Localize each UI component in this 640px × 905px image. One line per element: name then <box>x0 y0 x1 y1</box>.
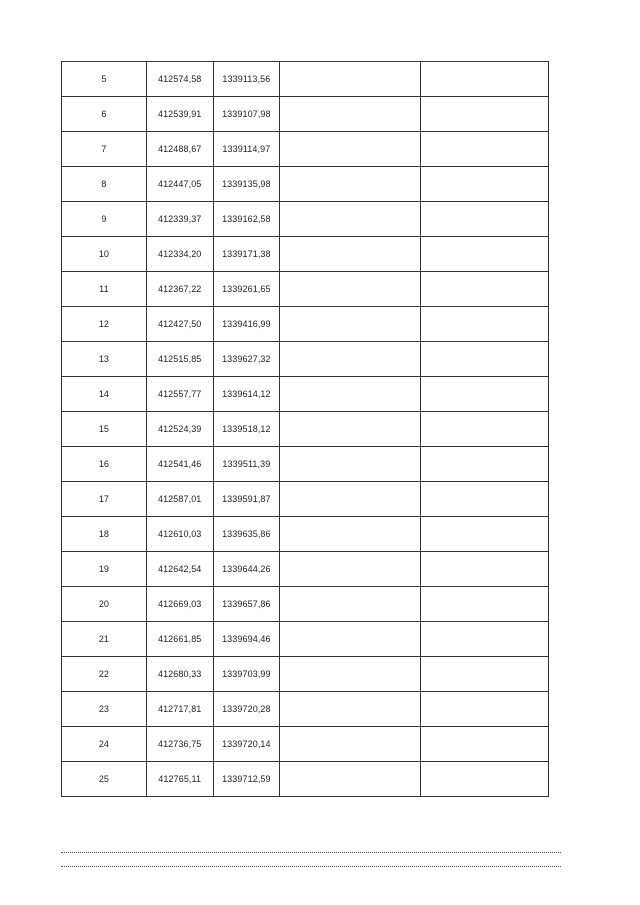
point-number-cell: 16 <box>62 447 147 482</box>
point-number-cell: 10 <box>62 237 147 272</box>
point-number-cell: 21 <box>62 622 147 657</box>
empty-cell <box>280 482 420 517</box>
point-number-cell: 8 <box>62 167 147 202</box>
empty-cell <box>420 167 548 202</box>
empty-cell <box>420 202 548 237</box>
table-row <box>62 727 549 762</box>
empty-cell <box>280 132 420 167</box>
point-number-cell: 11 <box>62 272 147 307</box>
table-row <box>62 622 549 657</box>
table-row <box>62 692 549 727</box>
table-row <box>62 62 549 97</box>
point-number-cell: 7 <box>62 132 147 167</box>
coordinates-table-body <box>62 62 549 797</box>
table-row <box>62 447 549 482</box>
empty-cell <box>280 97 420 132</box>
y-coordinate-cell: 1339114,97 <box>213 132 280 167</box>
y-coordinate-cell: 1339113,56 <box>213 62 280 97</box>
empty-cell <box>280 237 420 272</box>
y-coordinate-cell: 1339518,12 <box>213 412 280 447</box>
empty-cell <box>420 62 548 97</box>
x-coordinate-cell: 412339,37 <box>146 202 213 237</box>
empty-cell <box>280 657 420 692</box>
empty-cell <box>280 307 420 342</box>
table-row <box>62 272 549 307</box>
empty-cell <box>280 377 420 412</box>
x-coordinate-cell: 412610,03 <box>146 517 213 552</box>
empty-cell <box>420 377 548 412</box>
x-coordinate-cell: 412541,46 <box>146 447 213 482</box>
x-coordinate-cell: 412574,58 <box>146 62 213 97</box>
point-number-cell: 20 <box>62 587 147 622</box>
y-coordinate-cell: 1339614,12 <box>213 377 280 412</box>
table-row <box>62 377 549 412</box>
y-coordinate-cell: 1339694,46 <box>213 622 280 657</box>
y-coordinate-cell: 1339416,99 <box>213 307 280 342</box>
x-coordinate-cell: 412669,03 <box>146 587 213 622</box>
y-coordinate-cell: 1339627,32 <box>213 342 280 377</box>
x-coordinate-cell: 412717,81 <box>146 692 213 727</box>
point-number-cell: 22 <box>62 657 147 692</box>
empty-cell <box>420 517 548 552</box>
x-coordinate-cell: 412557,77 <box>146 377 213 412</box>
empty-cell <box>420 622 548 657</box>
point-number-cell: 17 <box>62 482 147 517</box>
y-coordinate-cell: 1339720,28 <box>213 692 280 727</box>
empty-cell <box>420 482 548 517</box>
x-coordinate-cell: 412736,75 <box>146 727 213 762</box>
table-row <box>62 657 549 692</box>
point-number-cell: 25 <box>62 762 147 797</box>
empty-cell <box>420 412 548 447</box>
y-coordinate-cell: 1339712,59 <box>213 762 280 797</box>
table-row <box>62 342 549 377</box>
x-coordinate-cell: 412334,20 <box>146 237 213 272</box>
empty-cell <box>420 307 548 342</box>
empty-cell <box>280 587 420 622</box>
y-coordinate-cell: 1339261,65 <box>213 272 280 307</box>
x-coordinate-cell: 412367,22 <box>146 272 213 307</box>
empty-cell <box>420 552 548 587</box>
y-coordinate-cell: 1339171,38 <box>213 237 280 272</box>
point-number-cell: 12 <box>62 307 147 342</box>
x-coordinate-cell: 412765,11 <box>146 762 213 797</box>
table-row <box>62 552 549 587</box>
empty-cell <box>420 587 548 622</box>
empty-cell <box>420 342 548 377</box>
empty-cell <box>280 62 420 97</box>
empty-cell <box>280 342 420 377</box>
empty-cell <box>280 622 420 657</box>
empty-cell <box>280 272 420 307</box>
point-number-cell: 19 <box>62 552 147 587</box>
point-number-cell: 5 <box>62 62 147 97</box>
empty-cell <box>280 762 420 797</box>
table-row <box>62 587 549 622</box>
dotted-separator-line <box>61 866 561 867</box>
empty-cell <box>420 762 548 797</box>
y-coordinate-cell: 1339107,98 <box>213 97 280 132</box>
table-row <box>62 517 549 552</box>
x-coordinate-cell: 412515,85 <box>146 342 213 377</box>
empty-cell <box>420 692 548 727</box>
x-coordinate-cell: 412539,91 <box>146 97 213 132</box>
empty-cell <box>280 552 420 587</box>
y-coordinate-cell: 1339135,98 <box>213 167 280 202</box>
x-coordinate-cell: 412488,67 <box>146 132 213 167</box>
empty-cell <box>420 447 548 482</box>
y-coordinate-cell: 1339720,14 <box>213 727 280 762</box>
x-coordinate-cell: 412447,05 <box>146 167 213 202</box>
table-row <box>62 762 549 797</box>
empty-cell <box>420 237 548 272</box>
empty-cell <box>420 727 548 762</box>
y-coordinate-cell: 1339644,26 <box>213 552 280 587</box>
y-coordinate-cell: 1339591,87 <box>213 482 280 517</box>
empty-cell <box>420 657 548 692</box>
x-coordinate-cell: 412680,33 <box>146 657 213 692</box>
table-row <box>62 167 549 202</box>
x-coordinate-cell: 412642,54 <box>146 552 213 587</box>
table-row <box>62 237 549 272</box>
coordinates-table <box>61 61 549 797</box>
y-coordinate-cell: 1339162,58 <box>213 202 280 237</box>
empty-cell <box>420 272 548 307</box>
point-number-cell: 15 <box>62 412 147 447</box>
empty-cell <box>420 132 548 167</box>
point-number-cell: 18 <box>62 517 147 552</box>
y-coordinate-cell: 1339703,99 <box>213 657 280 692</box>
table-row <box>62 482 549 517</box>
table-row <box>62 132 549 167</box>
x-coordinate-cell: 412587,01 <box>146 482 213 517</box>
table-row <box>62 97 549 132</box>
point-number-cell: 14 <box>62 377 147 412</box>
table-row <box>62 412 549 447</box>
dotted-separator-line <box>61 852 561 853</box>
point-number-cell: 13 <box>62 342 147 377</box>
x-coordinate-cell: 412427,50 <box>146 307 213 342</box>
point-number-cell: 23 <box>62 692 147 727</box>
empty-cell <box>280 412 420 447</box>
empty-cell <box>280 727 420 762</box>
point-number-cell: 9 <box>62 202 147 237</box>
empty-cell <box>280 202 420 237</box>
y-coordinate-cell: 1339511,39 <box>213 447 280 482</box>
empty-cell <box>280 692 420 727</box>
empty-cell <box>420 97 548 132</box>
y-coordinate-cell: 1339635,86 <box>213 517 280 552</box>
empty-cell <box>280 517 420 552</box>
table-row <box>62 307 549 342</box>
x-coordinate-cell: 412661,85 <box>146 622 213 657</box>
table-row <box>62 202 549 237</box>
point-number-cell: 24 <box>62 727 147 762</box>
point-number-cell: 6 <box>62 97 147 132</box>
empty-cell <box>280 447 420 482</box>
empty-cell <box>280 167 420 202</box>
x-coordinate-cell: 412524,39 <box>146 412 213 447</box>
y-coordinate-cell: 1339657,86 <box>213 587 280 622</box>
